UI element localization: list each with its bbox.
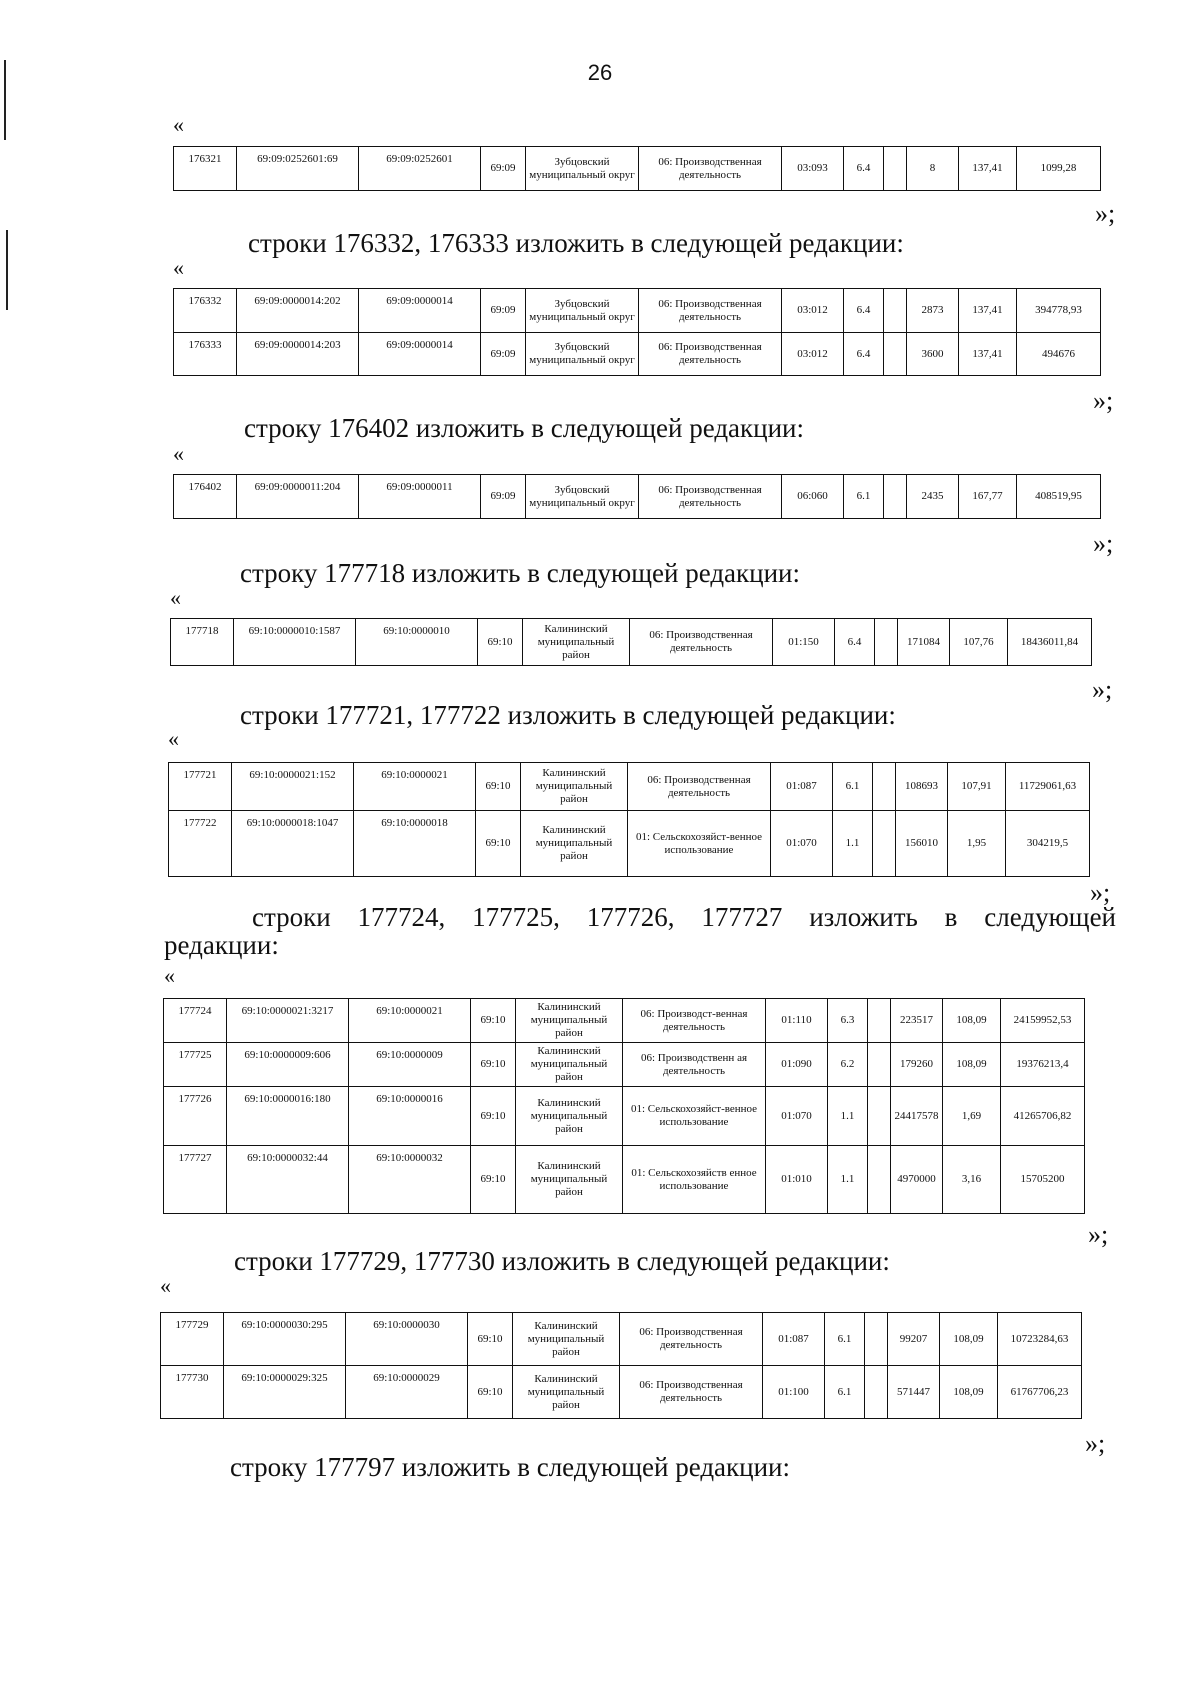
table-row xyxy=(161,1366,1082,1419)
amendment-instruction: строки 177724, 177725, 177726, 177727 изложить в следующей xyxy=(252,902,1116,932)
type-cell: 6.4 xyxy=(835,619,875,666)
register-table xyxy=(170,618,1092,666)
rate-cell: 137,41 xyxy=(959,147,1017,191)
rate-cell: 137,41 xyxy=(959,333,1017,376)
table-row xyxy=(174,333,1101,376)
cadastral-quarter-cell: 69:09:0000014 xyxy=(359,333,481,376)
blank-cell xyxy=(884,333,907,376)
okato-code-cell: 69:10 xyxy=(476,811,521,877)
table-row xyxy=(164,1087,1085,1146)
page-number: 26 xyxy=(587,60,613,85)
row-id-cell: 177725 xyxy=(164,1043,227,1087)
cadastral-quarter-cell: 69:10:0000009 xyxy=(349,1043,471,1087)
okato-code-cell: 69:09 xyxy=(481,289,526,333)
land-use-cell: 01: Сельскохозяйств енное использование xyxy=(623,1146,766,1214)
value-cell: 15705200 xyxy=(1001,1146,1085,1214)
district-cell: Калининский муниципальный район xyxy=(513,1366,620,1419)
type-cell: 6.1 xyxy=(844,475,884,519)
rate-cell: 108,09 xyxy=(940,1366,998,1419)
cadastral-quarter-cell: 69:10:0000032 xyxy=(349,1146,471,1214)
register-table xyxy=(173,288,1101,376)
okato-code-cell: 69:10 xyxy=(471,1043,516,1087)
district-cell: Калининский муниципальный район xyxy=(523,619,630,666)
table-row xyxy=(164,1043,1085,1087)
cadastral-number-cell: 69:09:0000014:202 xyxy=(237,289,359,333)
area-cell: 24417578 xyxy=(891,1087,943,1146)
value-cell: 1099,28 xyxy=(1017,147,1101,191)
register-table xyxy=(173,474,1101,519)
rate-cell: 1,95 xyxy=(948,811,1006,877)
opening-quote-mark: « xyxy=(173,255,184,280)
blank-cell xyxy=(868,1043,891,1087)
district-cell: Зубцовский муниципальный округ xyxy=(526,475,639,519)
district-cell: Калининский муниципальный район xyxy=(521,763,628,811)
value-cell: 494676 xyxy=(1017,333,1101,376)
value-cell: 41265706,82 xyxy=(1001,1087,1085,1146)
type-cell: 6.1 xyxy=(825,1366,865,1419)
group-cell: 01:087 xyxy=(771,763,833,811)
cadastral-quarter-cell: 69:10:0000021 xyxy=(354,763,476,811)
register-table xyxy=(168,762,1090,877)
amendment-instruction: строку 177797 изложить в следующей редакции: xyxy=(230,1452,791,1482)
area-cell: 171084 xyxy=(898,619,950,666)
district-cell: Зубцовский муниципальный округ xyxy=(526,333,639,376)
register-table xyxy=(163,998,1085,1214)
type-cell: 6.3 xyxy=(828,999,868,1043)
group-cell: 06:060 xyxy=(782,475,844,519)
cadastral-number-cell: 69:10:0000010:1587 xyxy=(234,619,356,666)
area-cell: 223517 xyxy=(891,999,943,1043)
rate-cell: 107,91 xyxy=(948,763,1006,811)
table-row xyxy=(171,619,1092,666)
type-cell: 6.1 xyxy=(825,1313,865,1366)
table-row xyxy=(174,147,1101,191)
opening-quote-mark: « xyxy=(164,963,175,988)
opening-quote-mark: « xyxy=(168,726,179,751)
opening-quote-mark: « xyxy=(173,441,184,466)
land-use-cell: 06: Производственная деятельность xyxy=(639,333,782,376)
cadastral-number-cell: 69:10:0000016:180 xyxy=(227,1087,349,1146)
land-use-cell: 06: Производственная деятельность xyxy=(639,147,782,191)
blank-cell xyxy=(865,1313,888,1366)
table-row xyxy=(161,1313,1082,1366)
type-cell: 6.4 xyxy=(844,289,884,333)
value-cell: 11729061,63 xyxy=(1006,763,1090,811)
cadastral-quarter-cell: 69:10:0000018 xyxy=(354,811,476,877)
area-cell: 99207 xyxy=(888,1313,940,1366)
closing-quote-mark: »; xyxy=(1095,199,1116,228)
type-cell: 6.2 xyxy=(828,1043,868,1087)
row-id-cell: 177730 xyxy=(161,1366,224,1419)
cadastral-number-cell: 69:10:0000030:295 xyxy=(224,1313,346,1366)
cadastral-number-cell: 69:10:0000032:44 xyxy=(227,1146,349,1214)
land-use-cell: 06: Производственн ая деятельность xyxy=(623,1043,766,1087)
okato-code-cell: 69:09 xyxy=(481,475,526,519)
land-use-cell: 06: Производственная деятельность xyxy=(628,763,771,811)
okato-code-cell: 69:10 xyxy=(476,763,521,811)
cadastral-quarter-cell: 69:10:0000029 xyxy=(346,1366,468,1419)
group-cell: 01:070 xyxy=(766,1087,828,1146)
value-cell: 61767706,23 xyxy=(998,1366,1082,1419)
cadastral-number-cell: 69:09:0000014:203 xyxy=(237,333,359,376)
district-cell: Калининский муниципальный район xyxy=(521,811,628,877)
row-id-cell: 177718 xyxy=(171,619,234,666)
group-cell: 03:093 xyxy=(782,147,844,191)
closing-quote-mark: »; xyxy=(1090,878,1111,907)
group-cell: 01:070 xyxy=(771,811,833,877)
row-id-cell: 177722 xyxy=(169,811,232,877)
okato-code-cell: 69:09 xyxy=(481,147,526,191)
district-cell: Калининский муниципальный район xyxy=(516,999,623,1043)
group-cell: 03:012 xyxy=(782,333,844,376)
blank-cell xyxy=(865,1366,888,1419)
group-cell: 01:100 xyxy=(763,1366,825,1419)
group-cell: 01:110 xyxy=(766,999,828,1043)
rate-cell: 167,77 xyxy=(959,475,1017,519)
closing-quote-mark: »; xyxy=(1092,675,1113,704)
group-cell: 03:012 xyxy=(782,289,844,333)
area-cell: 4970000 xyxy=(891,1146,943,1214)
type-cell: 1.1 xyxy=(828,1087,868,1146)
rate-cell: 108,09 xyxy=(943,1043,1001,1087)
rate-cell: 1,69 xyxy=(943,1087,1001,1146)
rate-cell: 108,09 xyxy=(943,999,1001,1043)
okato-code-cell: 69:10 xyxy=(471,1146,516,1214)
area-cell: 2435 xyxy=(907,475,959,519)
cadastral-number-cell: 69:09:0000011:204 xyxy=(237,475,359,519)
cadastral-quarter-cell: 69:09:0252601 xyxy=(359,147,481,191)
opening-quote-mark: « xyxy=(170,585,181,610)
row-id-cell: 176321 xyxy=(174,147,237,191)
cadastral-number-cell: 69:10:0000009:606 xyxy=(227,1043,349,1087)
table-row xyxy=(169,811,1090,877)
type-cell: 6.1 xyxy=(833,763,873,811)
type-cell: 1.1 xyxy=(833,811,873,877)
area-cell: 571447 xyxy=(888,1366,940,1419)
okato-code-cell: 69:10 xyxy=(468,1313,513,1366)
value-cell: 19376213,4 xyxy=(1001,1043,1085,1087)
value-cell: 24159952,53 xyxy=(1001,999,1085,1043)
area-cell: 156010 xyxy=(896,811,948,877)
opening-quote-mark: « xyxy=(160,1273,171,1298)
district-cell: Зубцовский муниципальный округ xyxy=(526,289,639,333)
rate-cell: 107,76 xyxy=(950,619,1008,666)
value-cell: 18436011,84 xyxy=(1008,619,1092,666)
cadastral-number-cell: 69:10:0000021:3217 xyxy=(227,999,349,1043)
cadastral-number-cell: 69:10:0000018:1047 xyxy=(232,811,354,877)
table-row xyxy=(174,289,1101,333)
rate-cell: 3,16 xyxy=(943,1146,1001,1214)
district-cell: Калининский муниципальный район xyxy=(516,1087,623,1146)
land-use-cell: 01: Сельскохозяйст-венное использование xyxy=(628,811,771,877)
amendment-instruction: строку 177718 изложить в следующей редакции: xyxy=(240,558,801,588)
area-cell: 108693 xyxy=(896,763,948,811)
amendment-instruction: строки 177721, 177722 изложить в следующей редакции: xyxy=(240,700,896,730)
row-id-cell: 177721 xyxy=(169,763,232,811)
blank-cell xyxy=(873,811,896,877)
rate-cell: 137,41 xyxy=(959,289,1017,333)
amendment-instruction: строку 176402 изложить в следующей редакции: xyxy=(244,413,805,443)
cadastral-number-cell: 69:09:0252601:69 xyxy=(237,147,359,191)
cadastral-quarter-cell: 69:10:0000016 xyxy=(349,1087,471,1146)
area-cell: 179260 xyxy=(891,1043,943,1087)
group-cell: 01:087 xyxy=(763,1313,825,1366)
blank-cell xyxy=(873,763,896,811)
opening-quote-mark: « xyxy=(173,112,184,137)
land-use-cell: 06: Производственная деятельность xyxy=(639,289,782,333)
table-row xyxy=(164,1146,1085,1214)
land-use-cell: 06: Производственная деятельность xyxy=(639,475,782,519)
value-cell: 304219,5 xyxy=(1006,811,1090,877)
table-row xyxy=(174,475,1101,519)
blank-cell xyxy=(868,1146,891,1214)
district-cell: Калининский муниципальный район xyxy=(516,1146,623,1214)
cadastral-quarter-cell: 69:10:0000010 xyxy=(356,619,478,666)
cadastral-number-cell: 69:10:0000029:325 xyxy=(224,1366,346,1419)
group-cell: 01:150 xyxy=(773,619,835,666)
okato-code-cell: 69:10 xyxy=(468,1366,513,1419)
value-cell: 10723284,63 xyxy=(998,1313,1082,1366)
register-table xyxy=(160,1312,1082,1419)
okato-code-cell: 69:10 xyxy=(471,999,516,1043)
blank-cell xyxy=(884,289,907,333)
row-id-cell: 177724 xyxy=(164,999,227,1043)
rate-cell: 108,09 xyxy=(940,1313,998,1366)
closing-quote-mark: »; xyxy=(1093,386,1114,415)
row-id-cell: 176332 xyxy=(174,289,237,333)
type-cell: 6.4 xyxy=(844,333,884,376)
district-cell: Калининский муниципальный район xyxy=(513,1313,620,1366)
closing-quote-mark: »; xyxy=(1088,1220,1109,1249)
type-cell: 6.4 xyxy=(844,147,884,191)
blank-cell xyxy=(875,619,898,666)
blank-cell xyxy=(884,147,907,191)
okato-code-cell: 69:10 xyxy=(471,1087,516,1146)
type-cell: 1.1 xyxy=(828,1146,868,1214)
district-cell: Зубцовский муниципальный округ xyxy=(526,147,639,191)
blank-cell xyxy=(884,475,907,519)
district-cell: Калининский муниципальный район xyxy=(516,1043,623,1087)
table-row xyxy=(169,763,1090,811)
land-use-cell: 01: Сельскохозяйст-венное использование xyxy=(623,1087,766,1146)
cadastral-quarter-cell: 69:10:0000030 xyxy=(346,1313,468,1366)
closing-quote-mark: »; xyxy=(1085,1429,1106,1458)
area-cell: 3600 xyxy=(907,333,959,376)
cadastral-number-cell: 69:10:0000021:152 xyxy=(232,763,354,811)
row-id-cell: 177729 xyxy=(161,1313,224,1366)
scan-edge-mark xyxy=(6,230,8,310)
blank-cell xyxy=(868,1087,891,1146)
value-cell: 394778,93 xyxy=(1017,289,1101,333)
land-use-cell: 06: Производственная деятельность xyxy=(630,619,773,666)
register-table xyxy=(173,146,1101,191)
row-id-cell: 176333 xyxy=(174,333,237,376)
amendment-instruction: строки 177729, 177730 изложить в следующей редакции: xyxy=(234,1246,890,1276)
row-id-cell: 177727 xyxy=(164,1146,227,1214)
cadastral-quarter-cell: 69:10:0000021 xyxy=(349,999,471,1043)
row-id-cell: 176402 xyxy=(174,475,237,519)
amendment-instruction-continuation: редакции: xyxy=(164,930,279,960)
area-cell: 2873 xyxy=(907,289,959,333)
closing-quote-mark: »; xyxy=(1093,529,1114,558)
table-row xyxy=(164,999,1085,1043)
land-use-cell: 06: Производственная деятельность xyxy=(620,1313,763,1366)
cadastral-quarter-cell: 69:09:0000014 xyxy=(359,289,481,333)
land-use-cell: 06: Производст-венная деятельность xyxy=(623,999,766,1043)
row-id-cell: 177726 xyxy=(164,1087,227,1146)
value-cell: 408519,95 xyxy=(1017,475,1101,519)
group-cell: 01:010 xyxy=(766,1146,828,1214)
area-cell: 8 xyxy=(907,147,959,191)
land-use-cell: 06: Производственная деятельность xyxy=(620,1366,763,1419)
group-cell: 01:090 xyxy=(766,1043,828,1087)
okato-code-cell: 69:09 xyxy=(481,333,526,376)
blank-cell xyxy=(868,999,891,1043)
amendment-instruction: строки 176332, 176333 изложить в следующей редакции: xyxy=(248,228,904,258)
okato-code-cell: 69:10 xyxy=(478,619,523,666)
cadastral-quarter-cell: 69:09:0000011 xyxy=(359,475,481,519)
